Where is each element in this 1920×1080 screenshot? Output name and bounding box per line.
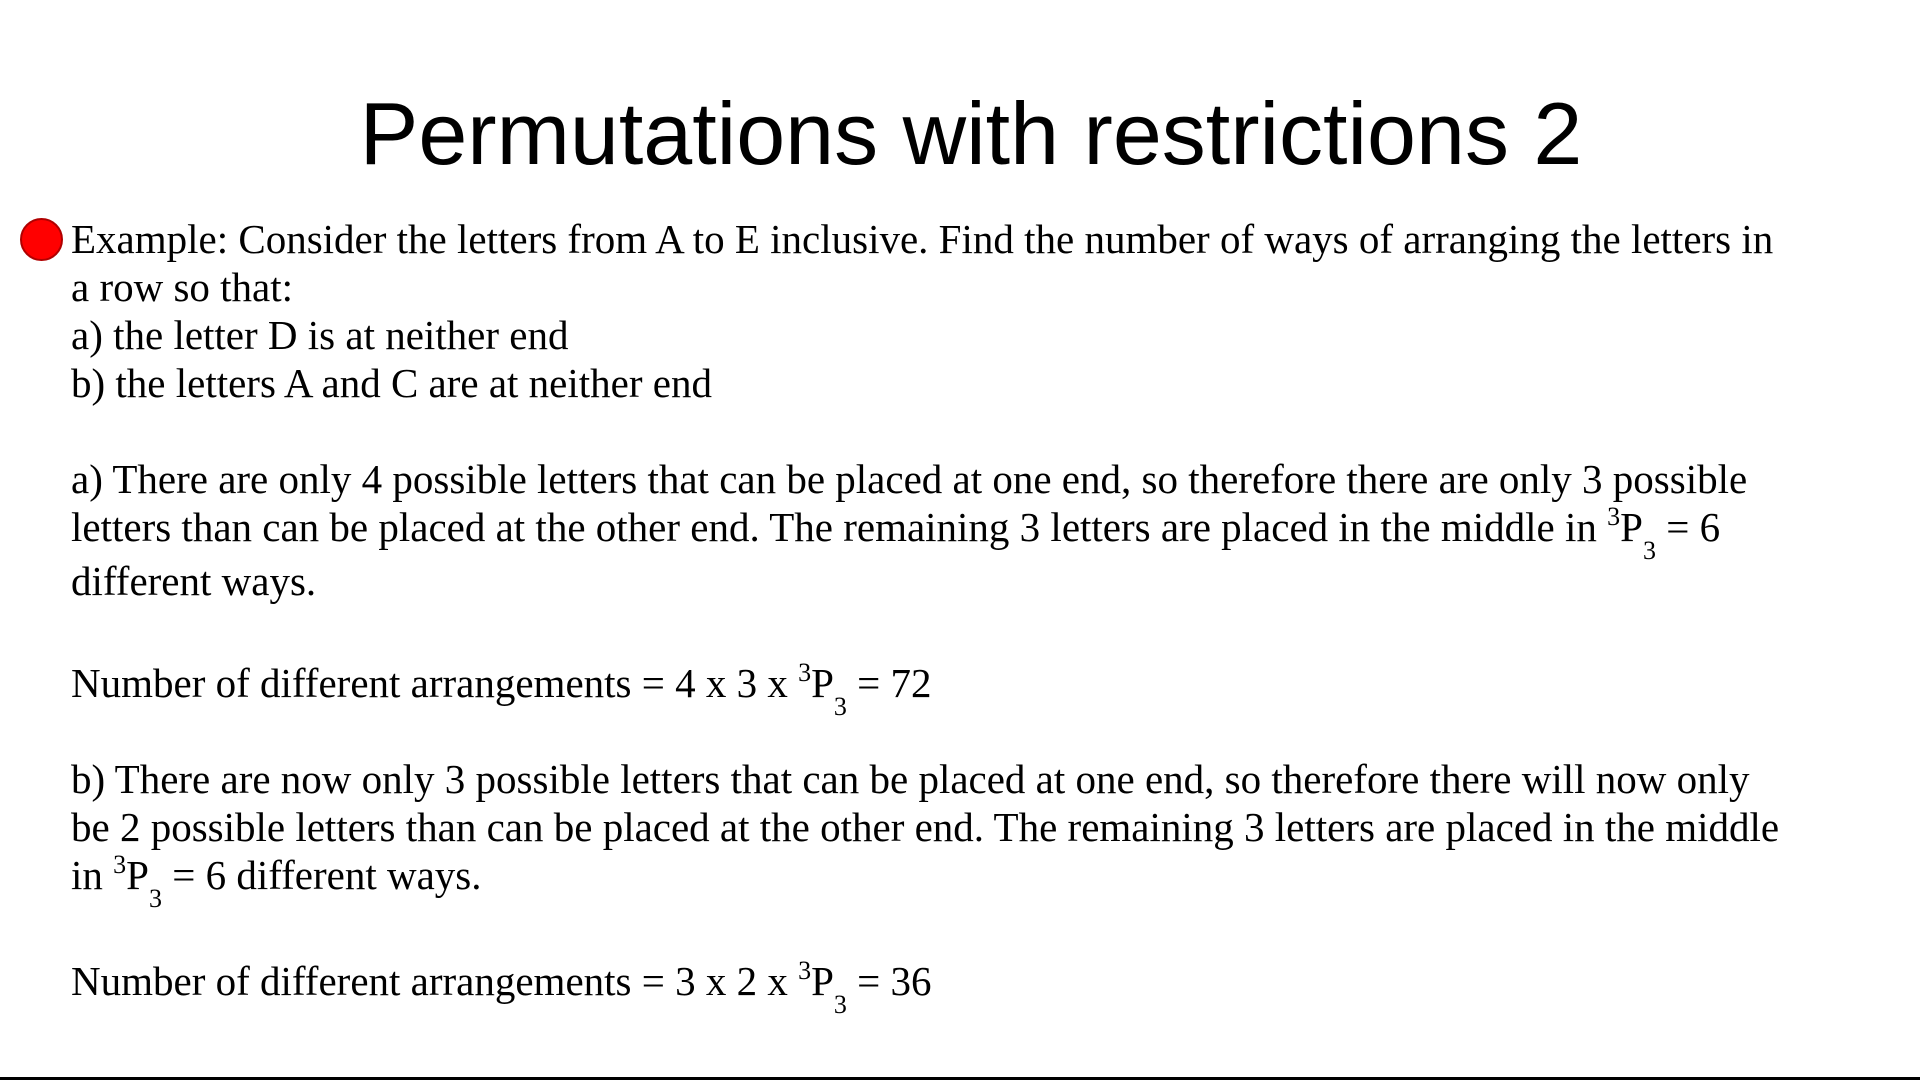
perm-subscript: 3 <box>148 884 162 913</box>
perm-subscript: 3 <box>1642 536 1656 565</box>
example-part-a: a) the letter D is at neither end <box>71 312 569 358</box>
solution-b-result-text: Number of different arrangements = 3 x 2 x <box>71 958 799 1004</box>
example-line-1: Example: Consider the letters from A to E inclusive. Find the number of ways of arranging the letters in <box>71 216 1774 262</box>
perm-superscript: 3 <box>1607 502 1621 531</box>
perm-superscript: 3 <box>113 850 127 879</box>
example-part-b: b) the letters A and C are at neither end <box>71 360 712 406</box>
perm-base: P <box>126 852 149 898</box>
solution-a-line-2-end: = 6 <box>1655 504 1721 550</box>
solution-b-line-1: b) There are now only 3 possible letters that can be placed at one end, so therefore there will now only <box>71 756 1750 802</box>
solution-b-line-3-end: = 6 different ways. <box>161 852 482 898</box>
solution-a-result <box>71 658 1891 721</box>
perm-superscript: 3 <box>798 658 812 687</box>
perm-base: P <box>1620 504 1643 550</box>
solution-a-line-2-text: letters than can be placed at the other end. The remaining 3 letters are placed in the middle in <box>71 504 1608 550</box>
solution-a-line-3: different ways. <box>71 558 317 604</box>
bullet-dot <box>20 218 63 261</box>
solution-a-line-1: a) There are only 4 possible letters that can be placed at one end, so therefore there are only 3 possible <box>71 456 1748 502</box>
perm-subscript: 3 <box>833 990 847 1019</box>
solution-b-result-value: = 36 <box>846 958 932 1004</box>
solution-a-line-2 <box>71 502 1891 565</box>
perm-base: P <box>811 958 834 1004</box>
solution-a-result-text: Number of different arrangements = 4 x 3 x <box>71 660 799 706</box>
perm-superscript: 3 <box>798 956 812 985</box>
example-line-2: a row so that: <box>71 264 294 310</box>
perm-subscript: 3 <box>833 692 847 721</box>
solution-b-line-3-text: in <box>71 852 114 898</box>
slide-title: Permutations with restrictions 2 <box>359 84 1583 183</box>
perm-base: P <box>811 660 834 706</box>
solution-a-result-value: = 72 <box>846 660 932 706</box>
solution-b-line-3 <box>71 850 1891 913</box>
slide-body <box>71 215 1891 1019</box>
solution-b-result <box>71 956 1891 1019</box>
solution-b-line-2: be 2 possible letters than can be placed at the other end. The remaining 3 letters are placed in the middle <box>71 804 1780 850</box>
